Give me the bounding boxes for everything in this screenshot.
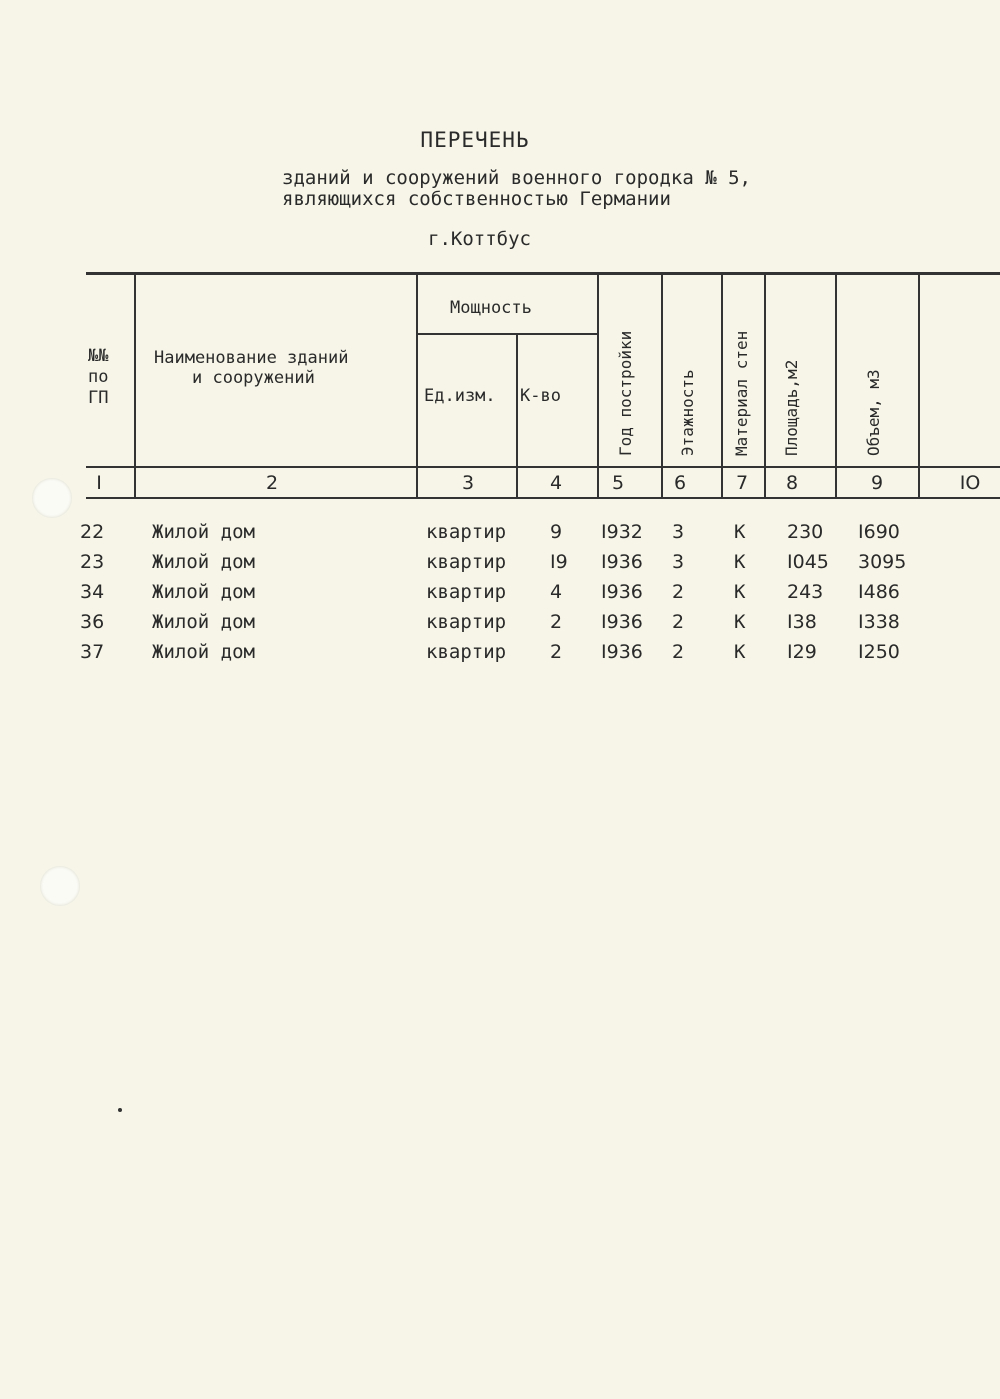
cell-name: Жилой дом xyxy=(152,551,255,573)
col-divider-8 xyxy=(835,272,837,498)
col-divider-9 xyxy=(918,272,920,498)
cell-qty: 2 xyxy=(550,641,563,663)
cell-name: Жилой дом xyxy=(152,611,255,633)
cell-no: 37 xyxy=(80,641,105,663)
cell-area: I29 xyxy=(787,641,817,663)
col-divider-3 xyxy=(516,333,518,498)
header-area: Площадь,м2 xyxy=(782,359,801,456)
header-unit: Ед.изм. xyxy=(424,386,496,406)
cell-volume: I250 xyxy=(858,641,900,663)
cell-year: I936 xyxy=(601,551,643,573)
city-label: г.Коттбус xyxy=(428,228,531,250)
column-number: 7 xyxy=(735,472,749,494)
header-no-line3: ГП xyxy=(88,388,109,408)
cell-unit: квартир xyxy=(426,581,507,603)
cell-qty: 9 xyxy=(550,521,563,543)
cell-unit: квартир xyxy=(426,521,507,543)
column-number: 4 xyxy=(549,472,563,494)
document-title: ПЕРЕЧЕНЬ xyxy=(420,128,530,152)
cell-area: 230 xyxy=(787,521,824,543)
ink-speck xyxy=(118,1108,122,1112)
cell-volume: I338 xyxy=(858,611,900,633)
cell-floors: 3 xyxy=(672,521,685,543)
cell-floors: 2 xyxy=(672,611,685,633)
cell-material: К xyxy=(734,641,746,663)
column-number: 6 xyxy=(673,472,687,494)
cell-year: I936 xyxy=(601,641,643,663)
cell-qty: 2 xyxy=(550,611,563,633)
cell-qty: I9 xyxy=(550,551,568,573)
header-name-line2: и сооружений xyxy=(192,368,315,388)
cell-volume: 3095 xyxy=(858,551,907,573)
punch-hole-bottom xyxy=(40,866,80,906)
cell-material: К xyxy=(734,551,746,573)
cell-year: I936 xyxy=(601,581,643,603)
cell-unit: квартир xyxy=(426,611,507,633)
col-divider-6 xyxy=(721,272,723,498)
column-number: 5 xyxy=(611,472,625,494)
cell-floors: 3 xyxy=(672,551,685,573)
cell-material: К xyxy=(734,521,746,543)
cell-area: 243 xyxy=(787,581,824,603)
cell-no: 36 xyxy=(80,611,105,633)
header-name-line1: Наименование зданий xyxy=(154,348,349,368)
header-volume: Объем, м3 xyxy=(864,369,883,456)
col-divider-5 xyxy=(661,272,663,498)
header-bottom-border xyxy=(86,466,1000,468)
document-subtitle-line2: являющихся собственностью Германии xyxy=(282,188,671,210)
cell-floors: 2 xyxy=(672,641,685,663)
cell-area: I045 xyxy=(787,551,829,573)
cell-qty: 4 xyxy=(550,581,563,603)
column-number-row-border xyxy=(86,497,1000,499)
cell-name: Жилой дом xyxy=(152,641,255,663)
cell-volume: I690 xyxy=(858,521,900,543)
header-no-line2: по xyxy=(88,367,109,387)
cell-floors: 2 xyxy=(672,581,685,603)
punch-hole-top xyxy=(32,478,72,518)
header-floors: Этажность xyxy=(678,369,697,456)
column-number: 3 xyxy=(461,472,475,494)
col-divider-1 xyxy=(134,272,136,498)
cell-area: I38 xyxy=(787,611,817,633)
cell-no: 23 xyxy=(80,551,105,573)
cell-year: I932 xyxy=(601,521,643,543)
cell-no: 34 xyxy=(80,581,105,603)
cell-material: К xyxy=(734,581,746,603)
col-divider-2 xyxy=(416,272,418,498)
header-material: Материал стен xyxy=(732,330,751,456)
cell-name: Жилой дом xyxy=(152,581,255,603)
document-subtitle-line1: зданий и сооружений военного городка № 5, xyxy=(282,167,751,189)
column-number: I xyxy=(96,472,102,494)
cell-year: I936 xyxy=(601,611,643,633)
capacity-divider xyxy=(416,333,597,335)
column-number: 9 xyxy=(870,472,884,494)
header-year: Год постройки xyxy=(616,330,635,456)
header-capacity: Мощность xyxy=(450,298,532,318)
col-divider-7 xyxy=(764,272,766,498)
cell-material: К xyxy=(734,611,746,633)
column-number: 8 xyxy=(785,472,799,494)
column-number: IO xyxy=(959,472,981,494)
cell-volume: I486 xyxy=(858,581,900,603)
cell-no: 22 xyxy=(80,521,105,543)
column-number: 2 xyxy=(265,472,279,494)
cell-unit: квартир xyxy=(426,551,507,573)
header-qty: К-во xyxy=(520,386,561,406)
table-top-border xyxy=(86,272,1000,275)
cell-name: Жилой дом xyxy=(152,521,255,543)
cell-unit: квартир xyxy=(426,641,507,663)
header-no: №№ xyxy=(88,346,109,366)
col-divider-4 xyxy=(597,272,599,498)
